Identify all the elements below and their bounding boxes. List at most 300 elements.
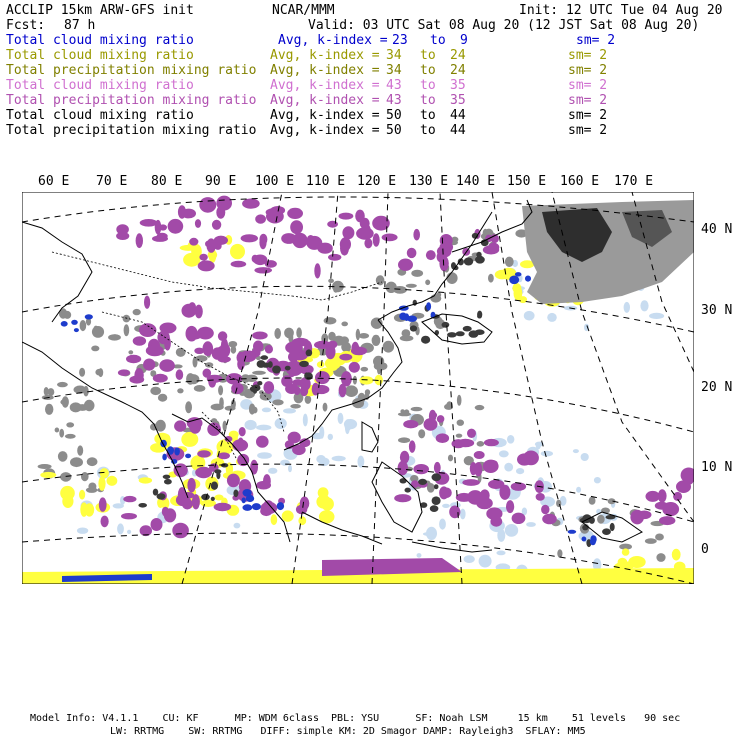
- field-patch: [159, 224, 167, 230]
- field-patch: [394, 494, 411, 502]
- field-patch: [208, 376, 216, 387]
- field-patch: [507, 435, 514, 444]
- field-patch: [421, 336, 430, 344]
- field-patch: [427, 483, 435, 493]
- field-patch: [477, 311, 482, 319]
- legend-avg: Avg, k-index =: [270, 93, 380, 108]
- field-patch: [44, 387, 49, 396]
- field-patch: [430, 505, 439, 512]
- field-patch: [637, 511, 651, 520]
- field-patch: [589, 497, 596, 505]
- legend-avg: Avg, k-index =: [270, 48, 380, 63]
- field-patch: [197, 450, 211, 457]
- field-patch: [180, 245, 197, 251]
- latitude-label: 20 N: [701, 380, 733, 395]
- field-patch: [339, 354, 352, 361]
- field-patch: [557, 549, 562, 558]
- field-patch: [345, 421, 350, 435]
- legend-to: to: [430, 33, 446, 48]
- field-patch: [361, 367, 369, 372]
- field-patch: [411, 407, 423, 411]
- field-patch: [403, 334, 408, 340]
- field-patch: [439, 256, 448, 271]
- legend-k-end: 44: [450, 123, 466, 138]
- field-patch: [448, 455, 453, 462]
- init-time: Init: 12 UTC Tue 04 Aug 20: [519, 3, 723, 18]
- field-patch: [199, 197, 216, 213]
- field-patch: [80, 320, 87, 331]
- field-patch: [272, 399, 283, 405]
- field-patch: [516, 468, 524, 474]
- legend-field: Total precipitation mixing ratio: [6, 93, 257, 108]
- field-patch: [463, 326, 472, 332]
- legend-sm: sm= 2: [568, 123, 608, 138]
- field-patch: [58, 451, 68, 462]
- field-patch: [268, 468, 277, 474]
- field-patch: [233, 490, 238, 498]
- field-patch: [79, 368, 85, 377]
- legend-avg: Avg, k-index =: [278, 33, 388, 48]
- field-patch: [383, 341, 394, 353]
- field-patch: [398, 461, 408, 475]
- longitude-label: 160 E: [560, 174, 600, 189]
- field-patch: [299, 361, 309, 367]
- field-patch: [283, 408, 296, 413]
- longitude-label: 100 E: [255, 174, 295, 189]
- legend-field: Total cloud mixing ratio: [6, 78, 194, 93]
- field-patch: [341, 342, 351, 352]
- field-patch: [456, 434, 463, 438]
- field-patch: [582, 525, 588, 531]
- field-patch: [264, 381, 275, 394]
- field-patch: [88, 483, 96, 491]
- field-patch: [256, 436, 269, 448]
- field-patch: [475, 329, 485, 335]
- field-patch: [164, 479, 172, 485]
- field-patch: [143, 359, 155, 371]
- legend-to: to: [420, 78, 436, 93]
- field-patch: [118, 369, 130, 376]
- legend-field: Total precipitation mixing ratio: [6, 123, 257, 138]
- field-patch: [339, 384, 347, 397]
- field-patch: [157, 493, 166, 499]
- field-patch: [256, 481, 271, 490]
- field-patch: [55, 428, 60, 433]
- latitude-label: 0: [701, 542, 709, 557]
- longitude-label: 150 E: [507, 174, 547, 189]
- field-patch: [340, 241, 349, 256]
- field-patch: [511, 482, 526, 491]
- field-patch: [355, 210, 365, 223]
- field-patch: [218, 385, 223, 395]
- field-patch: [457, 420, 464, 426]
- field-patch: [81, 472, 89, 481]
- field-patch: [602, 528, 611, 535]
- field-patch: [192, 494, 200, 509]
- field-patch: [324, 317, 337, 324]
- field-patch: [359, 333, 370, 339]
- legend-to: to: [420, 63, 436, 78]
- field-patch: [294, 224, 302, 233]
- legend-k-end: 9: [460, 33, 468, 48]
- field-patch: [290, 404, 301, 409]
- field-patch: [332, 456, 346, 461]
- field-patch: [442, 322, 450, 328]
- field-patch: [486, 460, 498, 467]
- legend-k-start: 34: [386, 48, 402, 63]
- field-patch: [406, 284, 417, 288]
- field-patch: [398, 259, 413, 271]
- field-patch: [219, 343, 230, 358]
- field-patch: [315, 371, 330, 384]
- field-patch: [432, 496, 441, 505]
- field-patch: [645, 538, 657, 544]
- model-info-line-2: LW: RRTMG SW: RRTMG DIFF: simple KM: 2D Smagor DAMP: Rayleigh3 SFLAY: MM5: [110, 726, 586, 737]
- field-patch: [582, 537, 587, 542]
- field-patch: [417, 553, 422, 558]
- field-patch: [178, 205, 186, 219]
- field-patch: [198, 260, 215, 271]
- field-patch: [349, 362, 360, 373]
- field-patch: [231, 261, 247, 268]
- field-patch: [436, 433, 449, 443]
- field-patch: [80, 502, 87, 516]
- field-patch: [490, 516, 502, 526]
- field-patch: [71, 320, 78, 325]
- field-patch: [504, 463, 513, 472]
- field-patch: [227, 474, 240, 488]
- field-patch: [281, 233, 296, 244]
- legend-k-start: 43: [386, 78, 402, 93]
- field-patch: [345, 385, 358, 397]
- field-patch: [284, 328, 294, 339]
- field-patch: [65, 434, 76, 439]
- field-patch: [327, 221, 338, 228]
- field-patch: [163, 475, 171, 479]
- legend-field: Total cloud mixing ratio: [6, 108, 194, 123]
- field-patch: [207, 238, 216, 252]
- field-patch: [649, 313, 664, 319]
- field-patch: [124, 324, 130, 336]
- field-patch: [338, 413, 344, 424]
- field-patch: [499, 450, 509, 457]
- field-patch: [123, 496, 136, 502]
- field-patch: [262, 408, 271, 413]
- field-patch: [542, 514, 557, 525]
- field-patch: [152, 236, 168, 242]
- field-patch: [425, 280, 430, 286]
- field-patch: [672, 549, 681, 561]
- field-patch: [434, 462, 441, 474]
- field-patch: [99, 497, 107, 511]
- field-patch: [176, 369, 184, 380]
- field-patch: [252, 371, 266, 375]
- field-patch: [373, 233, 380, 246]
- field-patch: [407, 316, 417, 322]
- field-patch: [413, 229, 420, 241]
- field-patch: [134, 368, 143, 382]
- legend-k-end: 35: [450, 93, 466, 108]
- field-patch: [62, 495, 73, 508]
- legend-k-end: 35: [450, 78, 466, 93]
- field-patch: [280, 460, 290, 466]
- field-patch: [547, 313, 557, 322]
- field-patch: [499, 485, 510, 500]
- legend-avg: Avg, k-index =: [270, 123, 380, 138]
- field-patch: [185, 454, 191, 459]
- field-patch: [411, 270, 423, 277]
- field-patch: [646, 491, 660, 502]
- field-patch: [377, 364, 381, 375]
- field-patch: [126, 355, 141, 363]
- field-patch: [150, 344, 158, 356]
- field-patch: [241, 234, 258, 242]
- field-patch: [306, 349, 313, 356]
- legend-field: Total precipitation mixing ratio: [6, 63, 257, 78]
- field-patch: [353, 376, 357, 385]
- field-patch: [285, 366, 291, 371]
- org-label: NCAR/MMM: [272, 3, 335, 18]
- field-patch: [231, 383, 243, 394]
- field-patch: [92, 326, 104, 338]
- field-patch: [418, 429, 425, 438]
- legend-k-start: 50: [386, 108, 402, 123]
- legend-sm: sm= 2: [568, 78, 608, 93]
- legend-to: to: [420, 108, 436, 123]
- field-patch: [245, 420, 257, 430]
- fcst-label: Fcst:: [6, 18, 46, 33]
- field-patch: [91, 346, 99, 352]
- field-patch: [257, 381, 262, 385]
- field-patch: [172, 523, 189, 538]
- longitude-label: 120 E: [357, 174, 397, 189]
- field-patch: [277, 502, 284, 510]
- legend-sm: sm= 2: [568, 93, 608, 108]
- field-patch: [505, 257, 514, 267]
- field-patch: [79, 490, 85, 500]
- field-patch: [254, 267, 272, 273]
- field-patch: [265, 260, 277, 268]
- field-patch: [364, 238, 372, 248]
- field-patch: [306, 236, 322, 250]
- longitude-label: 170 E: [614, 174, 654, 189]
- legend-sm: sm= 2: [568, 108, 608, 123]
- field-patch: [211, 482, 218, 490]
- field-patch: [211, 404, 224, 411]
- field-patch: [640, 300, 648, 311]
- field-patch: [77, 445, 83, 455]
- field-patch: [437, 246, 452, 258]
- field-patch: [509, 276, 519, 285]
- legend-to: to: [420, 123, 436, 138]
- field-patch: [594, 477, 601, 483]
- legend-to: to: [420, 93, 436, 108]
- field-patch: [413, 464, 429, 474]
- field-patch: [74, 328, 79, 332]
- field-patch: [261, 355, 269, 360]
- field-patch: [439, 519, 446, 530]
- field-patch: [464, 555, 475, 563]
- field-patch: [107, 476, 118, 486]
- field-patch: [479, 555, 492, 568]
- field-patch: [483, 245, 499, 254]
- field-patch: [232, 439, 248, 451]
- field-patch: [467, 429, 476, 438]
- field-patch: [407, 248, 417, 258]
- field-patch: [610, 523, 615, 531]
- field-patch: [317, 361, 325, 368]
- longitude-label: 60 E: [38, 174, 70, 189]
- field-patch: [185, 401, 192, 413]
- field-patch: [457, 395, 462, 406]
- field-patch: [177, 388, 183, 393]
- longitude-label: 70 E: [96, 174, 128, 189]
- field-patch: [272, 366, 281, 374]
- field-patch: [214, 469, 221, 473]
- field-patch: [398, 412, 411, 416]
- field-patch: [296, 327, 302, 338]
- field-patch: [257, 452, 272, 459]
- field-patch: [590, 539, 596, 546]
- field-patch: [622, 548, 630, 555]
- field-patch: [475, 405, 485, 410]
- field-patch: [597, 515, 605, 524]
- field-patch: [214, 503, 232, 511]
- field-patch: [194, 348, 204, 354]
- longitude-label: 140 E: [456, 174, 496, 189]
- field-patch: [77, 528, 88, 534]
- field-patch: [70, 402, 82, 412]
- field-patch: [365, 225, 371, 236]
- field-patch: [515, 272, 522, 276]
- field-patch: [382, 234, 398, 242]
- field-patch: [541, 451, 553, 457]
- field-patch: [512, 513, 526, 524]
- latitude-label: 40 N: [701, 222, 733, 237]
- field-patch: [582, 514, 592, 523]
- field-patch: [176, 348, 186, 357]
- fcst-value: 87 h: [64, 18, 96, 33]
- field-patch: [151, 518, 163, 531]
- field-patch: [123, 315, 131, 323]
- field-patch: [442, 504, 450, 508]
- field-patch: [318, 487, 329, 498]
- field-patch: [506, 500, 514, 513]
- field-patch: [250, 460, 258, 475]
- longitude-label: 90 E: [205, 174, 237, 189]
- field-patch: [182, 304, 197, 318]
- field-patch: [449, 506, 460, 519]
- field-patch: [60, 399, 66, 404]
- field-patch: [474, 451, 485, 459]
- field-patch: [573, 449, 579, 453]
- legend-sm: sm= 2: [568, 63, 608, 78]
- field-patch: [259, 234, 267, 245]
- field-patch: [432, 473, 442, 481]
- field-patch: [153, 374, 168, 383]
- field-patch: [525, 276, 531, 282]
- field-patch: [194, 385, 206, 392]
- field-patch: [524, 311, 535, 321]
- field-patch: [656, 553, 665, 562]
- field-patch: [174, 463, 188, 477]
- field-patch: [426, 250, 436, 260]
- field-patch: [218, 452, 230, 459]
- field-patch: [246, 495, 254, 502]
- field-patch: [256, 425, 271, 431]
- field-patch: [568, 530, 577, 534]
- legend-k-end: 44: [450, 108, 466, 123]
- field-patch: [212, 220, 221, 230]
- field-patch: [356, 329, 360, 340]
- field-patch: [164, 508, 176, 522]
- field-patch: [376, 275, 385, 285]
- field-patch: [45, 404, 53, 415]
- field-patch: [446, 272, 457, 284]
- field-patch: [476, 497, 493, 509]
- field-patch: [63, 311, 71, 319]
- legend-k-end: 24: [450, 63, 466, 78]
- field-patch: [242, 351, 256, 362]
- field-patch: [144, 296, 150, 309]
- field-patch: [314, 263, 320, 278]
- field-patch: [203, 341, 214, 356]
- field-patch: [476, 252, 481, 258]
- field-patch: [662, 502, 679, 516]
- field-patch: [477, 441, 485, 447]
- latitude-label: 30 N: [701, 303, 733, 318]
- legend-to: to: [420, 48, 436, 63]
- field-patch: [288, 465, 292, 472]
- field-patch: [410, 325, 417, 331]
- valid-time: Valid: 03 UTC Sat 08 Aug 20 (12 JST Sat 08 Aug 20): [308, 18, 700, 33]
- field-patch: [174, 420, 186, 431]
- field-patch: [457, 439, 475, 448]
- model-title: ACCLIP 15km ARW-GFS init: [6, 3, 194, 18]
- legend-sm: sm= 2: [576, 33, 616, 48]
- field-patch: [496, 551, 505, 556]
- field-patch: [84, 400, 95, 411]
- field-patch: [418, 479, 427, 485]
- field-patch: [659, 516, 675, 525]
- field-patch: [223, 421, 227, 432]
- field-patch: [199, 254, 207, 261]
- field-patch: [160, 323, 177, 334]
- field-patch: [139, 477, 152, 483]
- longitude-label: 110 E: [306, 174, 346, 189]
- field-patch: [323, 403, 328, 412]
- field-patch: [536, 493, 545, 501]
- field-patch: [231, 346, 237, 354]
- field-patch: [372, 335, 381, 346]
- field-patch: [164, 336, 171, 351]
- field-patch: [447, 332, 457, 337]
- legend-field: Total cloud mixing ratio: [6, 33, 194, 48]
- field-patch: [98, 476, 105, 490]
- field-patch: [257, 360, 266, 368]
- field-patch: [116, 232, 129, 240]
- field-patch: [127, 530, 131, 534]
- field-patch: [117, 523, 124, 534]
- field-patch: [249, 404, 255, 415]
- field-patch: [225, 406, 236, 411]
- field-patch: [398, 437, 410, 443]
- field-patch: [138, 503, 147, 508]
- field-patch: [193, 357, 198, 368]
- field-patch: [464, 258, 473, 266]
- field-patch: [655, 534, 664, 541]
- map-panel: [22, 192, 694, 584]
